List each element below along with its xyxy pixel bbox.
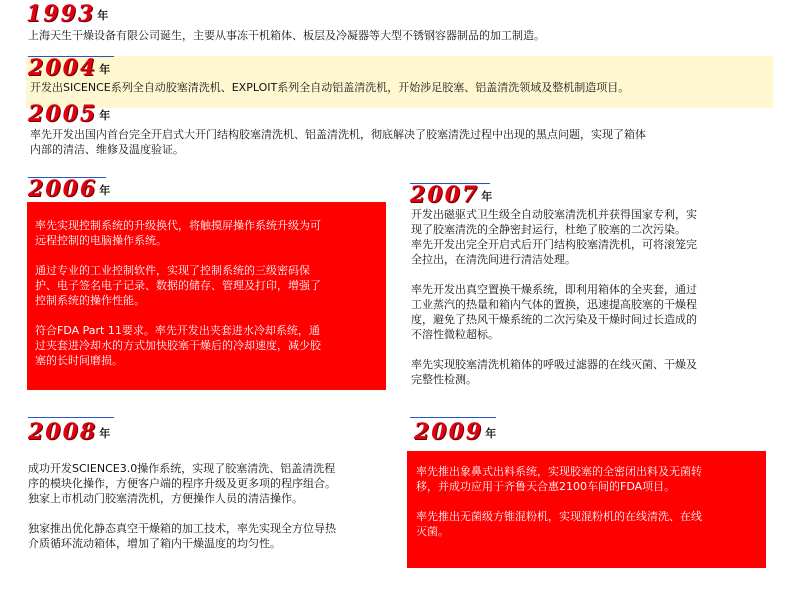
year-2008-rule xyxy=(28,417,114,418)
text-line: 上海天生干燥设备有限公司诞生，主要从事冻干机箱体、板层及冷凝器等大型不锈钢容器制品的加工制造。 xyxy=(28,29,545,42)
year-1993-description xyxy=(28,28,768,43)
year-1993-heading xyxy=(26,3,108,25)
text-line: 序的模块化操作，方便客户端的程序升级及更多项的程序组合。 xyxy=(28,477,336,490)
text-line: 灭菌。 xyxy=(416,525,449,538)
year-2005-description xyxy=(30,127,775,157)
text-line: 符合FDA Part 11要求。率先开发出夹套进水冷却系统，通 xyxy=(35,324,320,337)
text-line: 全拉出，在清洗间进行清洁处理。 xyxy=(411,253,576,266)
text-line: 移，并成功应用于齐鲁天合惠2100车间的FDA项目。 xyxy=(416,480,676,493)
year-2004-heading xyxy=(28,57,110,79)
text-line: 介质循环流动箱体，增加了箱内干燥温度的均匀性。 xyxy=(28,537,281,550)
year-2009-rule xyxy=(410,417,496,418)
year-number: 2006 xyxy=(28,176,98,202)
text-line: 现了胶塞清洗的全静密封运行，杜绝了胶塞的二次污染。 xyxy=(411,223,686,236)
text-line: 率先推出无菌级方锥混粉机，实现混粉机的在线清洗、在线 xyxy=(416,510,702,523)
text-line: 开发出磁驱式卫生级全自动胶塞清洗机并获得国家专利，实 xyxy=(411,208,697,221)
year-suffix: 年 xyxy=(99,427,111,440)
year-2005-heading xyxy=(28,103,110,125)
year-2006-description xyxy=(35,218,381,368)
year-suffix: 年 xyxy=(99,184,111,197)
text-line: 工业蒸汽的热量和箱内气体的置换，迅速提高胶塞的干燥程 xyxy=(411,298,697,311)
text-line: 开发出SICENCE系列全自动胶塞清洗机、EXPLOIT系列全自动铝盖清洗机，开始涉足胶塞、铝盖清洗领域及整机制造项目。 xyxy=(30,81,630,94)
year-suffix: 年 xyxy=(485,427,497,440)
text-line: 不溶性微粒超标。 xyxy=(411,328,499,341)
text-line: 独家上市机动门胶塞清洗机，方便操作人员的清洁操作。 xyxy=(28,492,303,505)
year-number: 2004 xyxy=(28,55,98,81)
year-number: 2005 xyxy=(28,101,98,127)
text-line: 度，避免了热风干燥系统的二次污染及干燥时间过长造成的 xyxy=(411,313,697,326)
year-suffix: 年 xyxy=(97,9,109,22)
text-line: 独家推出优化静态真空干燥箱的加工技术，率先实现全方位导热 xyxy=(28,522,336,535)
year-suffix: 年 xyxy=(481,190,493,203)
year-number: 2008 xyxy=(28,419,98,445)
text-line: 过夹套进冷却水的方式加快胶塞干燥后的冷却速度，减少胶 xyxy=(35,339,321,352)
text-line: 远程控制的电脑操作系统。 xyxy=(35,234,167,247)
text-line: 率先实现胶塞清洗机箱体的呼吸过滤器的在线灭菌、干燥及 xyxy=(411,358,697,371)
year-suffix: 年 xyxy=(99,63,111,76)
text-line: 内部的清洁、维修及温度验证。 xyxy=(30,143,184,156)
text-line: 通过专业的工业控制软件，实现了控制系统的三级密码保 xyxy=(35,264,310,277)
year-2007-heading xyxy=(410,184,492,206)
text-line: 塞的长时间磨损。 xyxy=(35,354,123,367)
year-2008-description xyxy=(28,461,398,551)
year-suffix: 年 xyxy=(99,109,111,122)
year-2009-heading xyxy=(414,421,496,443)
year-number: 2009 xyxy=(414,419,484,445)
year-2004-description xyxy=(30,80,770,95)
text-line: 护、电子签名电子记录、数据的储存、管理及打印，增强了 xyxy=(35,279,321,292)
text-line: 率先推出象鼻式出料系统，实现胶塞的全密闭出料及无菌转 xyxy=(416,465,702,478)
year-number: 1993 xyxy=(26,1,96,27)
text-line: 率先开发出完全开启式后开门结构胶塞清洗机，可将滚笼完 xyxy=(411,238,697,251)
text-line: 成功开发SCIENCE3.0操作系统，实现了胶塞清洗、铝盖清洗程 xyxy=(28,462,336,475)
text-line: 完整性检测。 xyxy=(411,373,477,386)
year-2009-description xyxy=(416,464,762,539)
year-number: 2007 xyxy=(410,182,480,208)
year-2008-heading xyxy=(28,421,110,443)
year-2009-red-box xyxy=(407,451,766,568)
year-2006-red-box xyxy=(27,202,386,390)
text-line: 控制系统的操作性能。 xyxy=(35,294,145,307)
text-line: 率先开发出真空置换干燥系统，即利用箱体的全夹套，通过 xyxy=(411,283,697,296)
year-2006-heading xyxy=(28,178,110,200)
year-2007-description xyxy=(411,207,781,387)
text-line: 率先实现控制系统的升级换代，将触摸屏操作系统升级为可 xyxy=(35,219,321,232)
text-line: 率先开发出国内首台完全开启式大开门结构胶塞清洗机、铝盖清洗机，彻底解决了胶塞清洗过程中出现的黑点问题，实现了箱体 xyxy=(30,128,646,141)
